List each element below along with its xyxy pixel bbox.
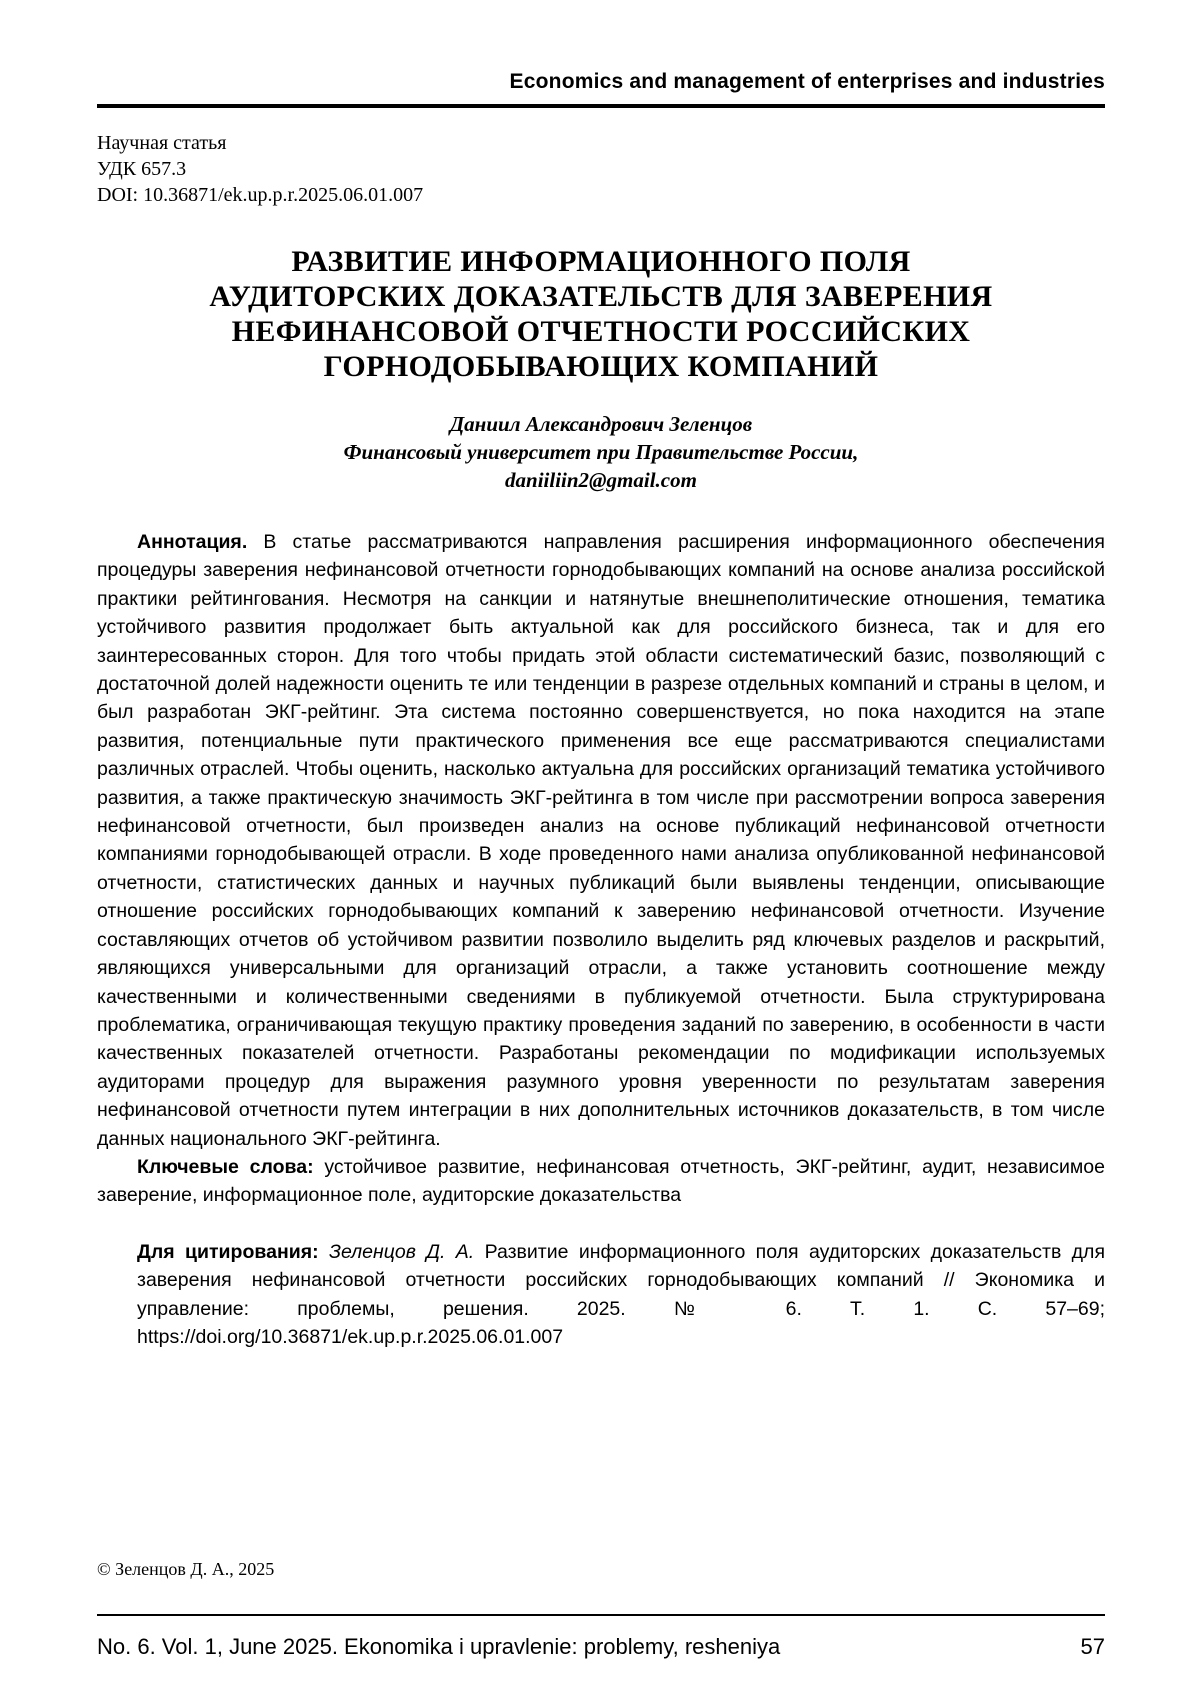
header-rule [97, 104, 1105, 108]
article-type: Научная статья [97, 132, 227, 154]
copyright-notice: © Зеленцов Д. А., 2025 [97, 1559, 275, 1579]
title-line: АУДИТОРСКИХ ДОКАЗАТЕЛЬСТВ ДЛЯ ЗАВЕРЕНИЯ [209, 280, 993, 313]
title-line: НЕФИНАНСОВОЙ ОТЧЕТНОСТИ РОССИЙСКИХ [231, 315, 971, 348]
udk-code: УДК 657.3 [97, 158, 187, 180]
citation-paragraph [137, 1238, 1105, 1352]
title-line: ГОРНОДОБЫВАЮЩИХ КОМПАНИЙ [323, 350, 879, 383]
running-head: Economics and management of enterprises and industries [509, 70, 1105, 93]
keywords-paragraph [97, 1153, 1105, 1210]
citation-author: Зеленцов Д. А. [318, 1240, 475, 1263]
author-name: Даниил Александрович Зеленцов [449, 412, 753, 436]
author-affiliation: Финансовый университет при Правительстве России, [343, 440, 859, 464]
article-meta [97, 130, 1105, 208]
keywords-text: устойчивое развитие, нефинансовая отчетность, ЭКГ-рейтинг, аудит, независимое заверение, информационное поле, аудиторские доказательства [97, 1155, 1105, 1207]
citation-text: Развитие информационного поля аудиторских доказательств для заверения нефинансовой отчетности российских горнодобывающих компаний // Экономика и управление: проблемы, решения. 2025. № 6. Т. 1. С. 57–69; https://doi.org/10.36871/ek.up.p.r.2025.06.01.007 [137, 1240, 1105, 1348]
abstract-label: Аннотация. [137, 531, 248, 553]
title-line: РАЗВИТИЕ ИНФОРМАЦИОННОГО ПОЛЯ [291, 245, 911, 278]
page-number: 57 [1080, 1634, 1105, 1659]
page-footer [97, 1634, 1105, 1660]
citation-label: Для цитирования: [137, 1240, 319, 1263]
article-title [97, 244, 1105, 384]
author-email: daniiliin2@gmail.com [505, 468, 697, 492]
footer-rule [97, 1614, 1105, 1616]
abstract-paragraph [97, 528, 1105, 1153]
abstract-text: В статье рассматриваются направления расширения информационного обеспечения процедуры заверения нефинансовой отчетности горнодобывающих компаний на основе анализа российской практики рейтингования. Несмотря на санкции и натянутые внешнеполитические отношения, тематика устойчивого развития продолжает быть актуальной как для российского бизнеса, так и для его заинтересованных сторон. Для того чтобы придать этой области систематический базис, позволяющий с достаточной долей надежности оценить те или тенденции в разрезе отдельных компаний и страны в целом, и был разработан ЭКГ-рейтинг. Эта система постоянно совершенствуется, но пока находится на этапе развития, потенциальные пути практического применения все еще рассматриваются специалистами различных отраслей. Чтобы оценить, насколько актуальна для российских организаций тематика устойчивого развития, а также практическую значимость ЭКГ-рейтинга в том числе при рассмотрении вопроса заверения нефинансовой отчетности, был произведен анализ на основе публикаций нефинансовой отчетности компаниями горнодобывающей отрасли. В ходе проведенного нами анализа опубликованной нефинансовой отчетности, статистических данных и научных публикаций были выявлены тенденции, описывающие отношение российских горнодобывающих компаний к заверению нефинансовой отчетности. Изучение составляющих отчетов об устойчивом развитии позволило выделить ряд ключевых разделов и раскрытий, являющихся универсальными для организаций отрасли, а также установить соотношение между качественными и количественными сведениями в публикуемой отчетности. Была структурирована проблематика, ограничивающая текущую практику проведения заданий по заверению, в особенности в части качественных показателей отчетности. Разработаны рекомендации по модификации используемых аудиторами процедур для выражения разумного уровня уверенности по результатам заверения нефинансовой отчетности путем интеграции в них дополнительных источников доказательств, в том числе данных национального ЭКГ-рейтинга. [97, 531, 1105, 1150]
doi: DOI: 10.36871/ek.up.p.r.2025.06.01.007 [97, 184, 424, 206]
author-block [97, 410, 1105, 494]
keywords-label: Ключевые слова: [137, 1155, 314, 1178]
footer-journal-info: No. 6. Vol. 1, June 2025. Ekonomika i upravlenie: problemy, resheniya [97, 1634, 781, 1659]
